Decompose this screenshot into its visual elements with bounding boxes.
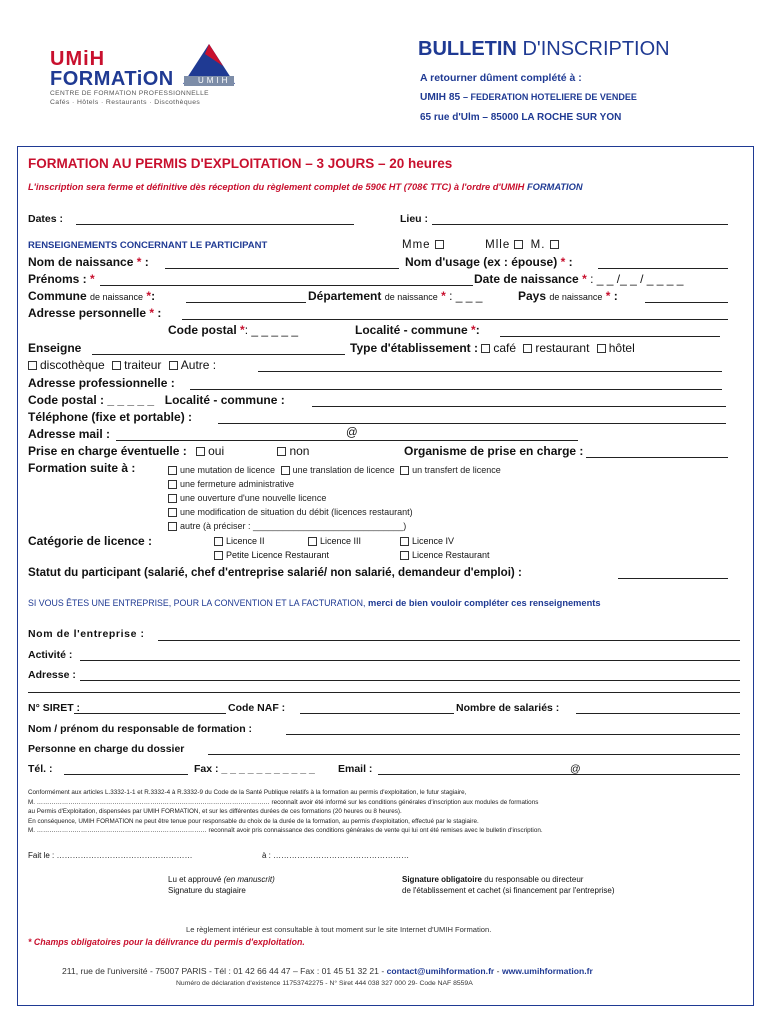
autre-suite-checkbox[interactable] — [168, 522, 177, 531]
fait-le[interactable]: Fait le : …………………………………………… — [28, 851, 193, 860]
fermeture-label: une fermeture administrative — [180, 479, 295, 489]
localite-2-field[interactable] — [312, 406, 726, 407]
nom-naissance-label: Nom de naissance — [28, 255, 134, 269]
suite-line-4 — [168, 505, 501, 519]
nom-entreprise-field[interactable] — [158, 640, 740, 641]
non-checkbox[interactable] — [277, 447, 286, 456]
row-nom-entreprise — [28, 628, 145, 640]
commune-de-naissance: de naissance — [90, 292, 144, 302]
petite-licence-label: Petite Licence Restaurant — [226, 550, 330, 560]
row-code-naf — [228, 702, 285, 714]
logo-badge-text: UMIH — [198, 76, 231, 85]
licence-ii-checkbox[interactable] — [214, 537, 223, 546]
civility-options — [402, 239, 562, 251]
modification-checkbox[interactable] — [168, 508, 177, 517]
adresse-entreprise-field-2[interactable] — [28, 692, 740, 693]
legal-line-1: Conformément aux articles L.3332-1-1 et R.3332-4 à R.3332-9 du Code de la Santé Publique relatifs à la formation au permis d'exploitation, le futur stagiaire, — [28, 789, 467, 796]
row-statut — [28, 566, 522, 579]
row-commune: Commune de naissance *: — [28, 289, 156, 303]
dossier-label: Personne en charge du dossier — [28, 743, 185, 755]
page-title — [418, 38, 670, 61]
row-tel — [28, 763, 53, 775]
transfert-checkbox[interactable] — [400, 466, 409, 475]
reglement-note: Le règlement intérieur est consultable à tout moment sur le site Internet d'UMIH Formation. — [186, 925, 492, 934]
org-line — [420, 92, 637, 103]
fermeture-checkbox[interactable] — [168, 480, 177, 489]
legal-text — [28, 788, 744, 836]
row-formation-suite — [28, 461, 135, 475]
row-telephone — [28, 410, 192, 424]
licence-iv-checkbox[interactable] — [400, 537, 409, 546]
row-salaries — [456, 702, 559, 714]
ouverture-checkbox[interactable] — [168, 494, 177, 503]
restaurant-checkbox[interactable] — [523, 344, 532, 353]
sig-stagiaire-block — [168, 874, 275, 896]
cafe-label: café — [493, 341, 517, 355]
email-field[interactable] — [378, 774, 740, 775]
petite-licence — [214, 550, 329, 560]
footer-declaration: Numéro de déclaration d'existence 11753742275 - N° Siret 444 038 327 000 29- Code NAF 8559A — [176, 980, 473, 987]
row-dossier — [28, 743, 184, 755]
categorie-label: Catégorie de licence : — [28, 534, 153, 548]
oui-label: oui — [208, 444, 225, 458]
notice-bold: FORMATION — [526, 182, 583, 192]
siret-field[interactable] — [74, 713, 226, 714]
logo-subtitle: CENTRE DE FORMATION PROFESSIONNELLE — [50, 90, 209, 97]
lieu-label: Lieu : — [400, 213, 428, 225]
ouverture-label: une ouverture d'une nouvelle licence — [180, 493, 327, 503]
title-rest: D'INSCRIPTION — [522, 38, 670, 60]
row-organisme — [404, 444, 583, 458]
sig-obligatoire-line — [402, 874, 615, 885]
row-nom: Nom de naissance * : — [28, 255, 149, 269]
adresse-mail-label: Adresse mail : — [28, 427, 111, 441]
pays-field[interactable] — [645, 302, 728, 303]
fax-label: Fax : _ _ _ _ _ _ _ _ _ _ _ — [194, 763, 315, 775]
footer-sep: - — [496, 966, 500, 976]
suite-options — [168, 463, 501, 533]
commune-field[interactable] — [186, 302, 306, 303]
localite-2-label: Localité - commune : — [164, 393, 285, 407]
sig-obligatoire: Signature obligatoire — [402, 875, 483, 884]
nom-entreprise-label: Nom de l'entreprise : — [28, 628, 145, 640]
row-adresse-entreprise — [28, 669, 76, 681]
row-adresse-perso: Adresse personnelle * : — [28, 306, 162, 320]
localite-label: Localité - commune — [355, 323, 468, 337]
telephone-field[interactable] — [218, 423, 726, 424]
row-departement: Département de naissance * : _ _ _ — [308, 289, 483, 303]
departement-label: Département — [308, 289, 382, 303]
fait-a[interactable]: à : …………………………………………… — [262, 851, 410, 860]
lieu-field[interactable] — [432, 224, 728, 225]
mme-checkbox[interactable] — [435, 240, 444, 249]
petite-licence-checkbox[interactable] — [214, 551, 223, 560]
telephone-label: Téléphone (fixe et portable) : — [28, 410, 193, 424]
traiteur-label: traiteur — [124, 358, 162, 372]
translation-checkbox[interactable] — [281, 466, 290, 475]
organisme-label: Organisme de prise en charge : — [404, 444, 584, 458]
licence-iv — [400, 536, 454, 546]
code-naf-field[interactable] — [300, 713, 454, 714]
hotel-label: hôtel — [608, 341, 635, 355]
mlle-checkbox[interactable] — [514, 240, 523, 249]
legal-line-4: En conséquence, UMIH FORMATION ne peut être tenue pour responsable du choix de la durée de la formation, au permis d'exploitation, effectué par le stagiaire. — [28, 817, 479, 825]
adresse-pro-field[interactable] — [190, 389, 722, 390]
obligatoires-note: * Champs obligatoires pour la délivrance du permis d'exploitation. — [28, 937, 305, 947]
salaries-label: Nombre de salariés : — [456, 702, 560, 714]
autre-checkbox[interactable] — [169, 361, 178, 370]
formation-title: FORMATION AU PERMIS D'EXPLOITATION – 3 JOURS – 20 heures — [28, 156, 453, 171]
responsable-field[interactable] — [286, 734, 740, 735]
licence-iii-label: Licence III — [320, 536, 362, 546]
autre-label: Autre : — [180, 358, 217, 372]
row-etab-types-2 — [28, 358, 216, 372]
lu-approuve: Lu et approuvé — [168, 875, 222, 884]
row-pays: Pays de naissance * : — [518, 289, 618, 303]
statut-field[interactable] — [618, 578, 728, 579]
licence-iii-checkbox[interactable] — [308, 537, 317, 546]
adresse-entreprise-label: Adresse : — [28, 669, 76, 681]
siret-label: N° SIRET : — [28, 702, 81, 714]
activite-label: Activité : — [28, 649, 73, 661]
autre-etab-field[interactable] — [258, 371, 722, 372]
row-categorie — [28, 534, 152, 548]
nom-usage-label: Nom d'usage (ex : épouse) — [405, 255, 558, 269]
code-postal-mask[interactable]: : _ _ _ _ _ — [244, 323, 299, 337]
row-code-postal: Code postal *: _ _ _ _ _ — [168, 323, 299, 337]
departement-mask[interactable]: : _ _ _ — [449, 289, 483, 303]
oui-checkbox[interactable] — [196, 447, 205, 456]
return-to: A retourner dûment complété à : — [420, 72, 582, 84]
enseigne-field[interactable] — [92, 354, 345, 355]
row-prise-en-charge — [28, 444, 309, 458]
nom-naissance-field[interactable] — [165, 268, 399, 269]
row-adresse-pro — [28, 376, 175, 390]
traiteur-checkbox[interactable] — [112, 361, 121, 370]
sig-stagiaire: Signature du stagiaire — [168, 886, 246, 895]
row-localite: Localité - commune *: — [355, 323, 480, 337]
code-postal-label: Code postal — [168, 323, 237, 337]
civility-mme: Mme — [402, 239, 431, 251]
licence-ii-label: Licence II — [226, 536, 265, 546]
adresse-perso-label: Adresse personnelle — [28, 306, 147, 320]
row-nom-usage: Nom d'usage (ex : épouse) * : — [405, 255, 573, 269]
suite-line-1 — [168, 463, 501, 477]
pays-de-naissance: de naissance — [549, 292, 603, 302]
sig-responsable-block — [402, 874, 615, 896]
entreprise-section — [28, 598, 601, 608]
notice-text: L'inscription sera ferme et définitive dès réception du règlement complet de 590€ HT (708€ TTC) à l'ordre d'UMIH — [28, 182, 525, 192]
licence-ii — [214, 536, 265, 546]
row-type-etab — [350, 341, 635, 355]
org-address: 65 rue d'Ulm – 85000 LA ROCHE SUR YON — [420, 112, 622, 123]
adresse-pro-label: Adresse professionnelle : — [28, 376, 175, 390]
logo-umih: UMiH — [50, 48, 106, 70]
autre-suite-label: autre (à préciser : ______________________________) — [180, 521, 407, 531]
pays-label: Pays — [518, 289, 547, 303]
en-manuscrit: (en manuscrit) — [223, 875, 275, 884]
organisme-field[interactable] — [586, 457, 728, 458]
row-activite — [28, 649, 72, 661]
lu-approuve-line — [168, 874, 275, 885]
footer-address: 211, rue de l'université - 75007 PARIS - Tél : 01 42 66 44 47 – Fax : 01 45 51 32 21 - — [62, 966, 385, 976]
tel-label: Tél. : — [28, 763, 53, 775]
title-bold: BULLETIN — [418, 38, 517, 60]
prise-en-charge-label: Prise en charge éventuelle : — [28, 444, 187, 458]
row-fax — [194, 763, 315, 775]
footer-web-link[interactable]: www.umihformation.fr — [501, 966, 593, 976]
mutation-checkbox[interactable] — [168, 466, 177, 475]
adresse-perso-field[interactable] — [182, 319, 728, 320]
row-email — [338, 763, 372, 775]
entreprise-section-upper: SI VOUS ÊTES UNE ENTREPRISE, POUR LA CONVENTION ET LA FACTURATION, — [28, 598, 366, 608]
departement-de-naissance: de naissance — [384, 292, 438, 302]
logo — [48, 44, 238, 116]
civility-mlle: Mlle — [485, 239, 511, 251]
email-at: @ — [570, 763, 581, 775]
suite-line-5 — [168, 519, 501, 533]
licence-restaurant — [400, 550, 490, 560]
sig-line-2: de l'établissement et cachet (si financement par l'entreprise) — [402, 886, 615, 895]
dossier-field[interactable] — [208, 754, 740, 755]
restaurant-label: restaurant — [535, 341, 590, 355]
row-enseigne — [28, 341, 81, 355]
formation-suite-label: Formation suite à : — [28, 461, 136, 475]
enseigne-label: Enseigne — [28, 341, 82, 355]
row-date-naissance: Date de naissance * : _ _ /_ _ / _ _ _ _ — [474, 272, 684, 286]
legal-line-3: au Permis d'Exploitation, dispensées par UMIH FORMATION, et sur les différentes durées de ces formations (20 heures ou 8 heures). — [28, 808, 402, 815]
date-naissance-mask[interactable]: : _ _ /_ _ / _ _ _ _ — [590, 272, 684, 286]
licence-iii — [308, 536, 361, 546]
prenoms-field[interactable] — [100, 285, 473, 286]
responsable-label: Nom / prénom du responsable de formation : — [28, 723, 253, 735]
m-checkbox[interactable] — [550, 240, 559, 249]
code-postal-2-label: Code postal : _ _ _ _ _ — [28, 393, 155, 407]
salaries-field[interactable] — [576, 713, 740, 714]
discotheque-checkbox[interactable] — [28, 361, 37, 370]
row-adresse-mail — [28, 427, 110, 441]
email-label: Email : — [338, 763, 373, 775]
licence-restaurant-label: Licence Restaurant — [412, 550, 490, 560]
commune-label: Commune — [28, 289, 87, 303]
legal-line-5: M. ……………………………………………………………………… reconnaît avoir pris connaissance des conditions générales de vente qui lui ont été remises avec le bulletin d'inscription. — [28, 827, 543, 834]
type-etab-label: Type d'établissement : — [350, 341, 478, 355]
entreprise-section-rest: merci de bien vouloir compléter ces renseignements — [368, 598, 601, 608]
hotel-checkbox[interactable] — [597, 344, 606, 353]
row-code-postal-2 — [28, 393, 285, 407]
activite-field[interactable] — [80, 660, 740, 661]
translation-label: une translation de licence — [292, 465, 395, 475]
mail-at: @ — [346, 427, 358, 439]
adresse-mail-field[interactable] — [116, 440, 578, 441]
sig-rest: du responsable ou directeur — [484, 875, 584, 884]
civility-m: M. — [530, 239, 546, 251]
suite-line-3 — [168, 491, 501, 505]
footer-address-line — [62, 966, 593, 976]
row-prenoms: Prénoms : * — [28, 272, 95, 286]
org-rest: – FEDERATION HOTELIERE DE VENDEE — [463, 92, 637, 102]
org-name: UMIH 85 — [420, 92, 461, 103]
logo-formation: FORMATiON — [50, 68, 174, 90]
formation-notice — [28, 182, 583, 192]
nom-usage-field[interactable] — [598, 268, 728, 269]
dates-field[interactable] — [76, 224, 354, 225]
prenoms-label: Prénoms : — [28, 272, 87, 286]
legal-line-2: M. ………………………………………………………………………………………………… reconnaît avoir été informé sur les conditions générales d'inscription aux modules de formations — [28, 798, 539, 806]
participant-section: RENSEIGNEMENTS CONCERNANT LE PARTICIPANT — [28, 240, 268, 251]
tel-field[interactable] — [64, 774, 188, 775]
logo-subtitle-2: Cafés · Hôtels · Restaurants · Discothèques — [50, 99, 201, 106]
suite-line-2 — [168, 477, 501, 491]
code-naf-label: Code NAF : — [228, 702, 286, 714]
licence-restaurant-checkbox[interactable] — [400, 551, 409, 560]
dates-label: Dates : — [28, 213, 64, 225]
statut-label: Statut du participant (salarié, chef d'entreprise salarié/ non salarié, demandeur d'emploi) : — [28, 566, 522, 579]
modification-label: une modification de situation du débit (licences restaurant) — [180, 507, 413, 517]
localite-field[interactable] — [500, 336, 720, 337]
transfert-label: un transfert de licence — [412, 465, 501, 475]
row-siret — [28, 702, 80, 714]
non-label: non — [289, 444, 310, 458]
adresse-entreprise-field[interactable] — [80, 680, 740, 681]
mutation-label: une mutation de licence — [180, 465, 276, 475]
licence-iv-label: Licence IV — [412, 536, 455, 546]
cafe-checkbox[interactable] — [481, 344, 490, 353]
row-responsable — [28, 723, 252, 735]
discotheque-label: discothèque — [40, 358, 105, 372]
footer-email-link[interactable]: contact@umihformation.fr — [386, 966, 495, 976]
date-naissance-label: Date de naissance — [474, 272, 579, 286]
